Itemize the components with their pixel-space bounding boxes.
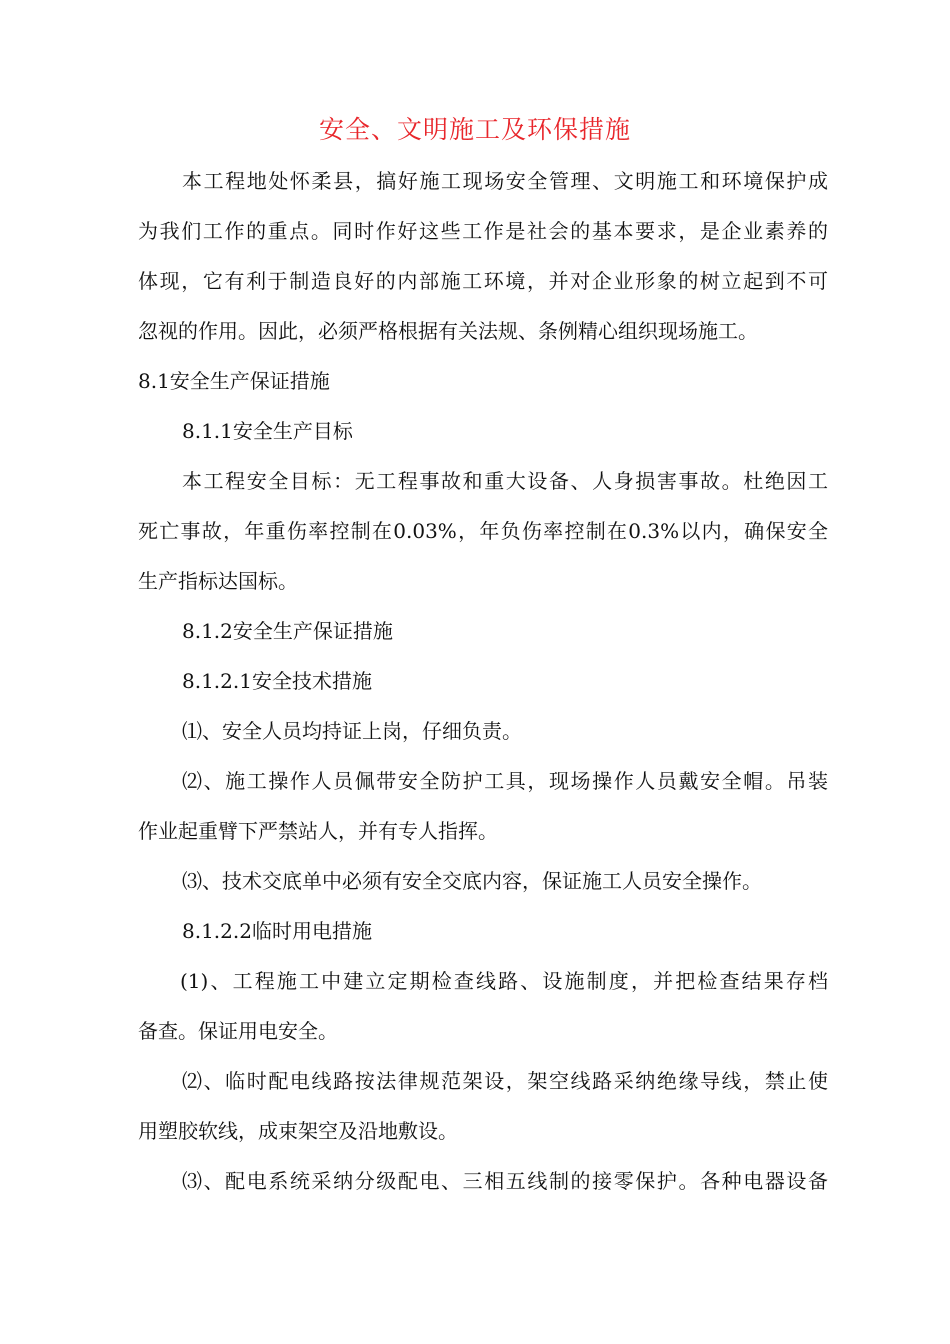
paragraph-line: 为我们工作的重点。同时作好这些工作是社会的基本要求，是企业素养的: [138, 219, 828, 243]
document-body: [138, 156, 828, 1206]
list-item-line: ⑴、安全人员均持证上岗，仔细负责。: [182, 719, 522, 743]
list-item-line: ⑶、技术交底单中必须有安全交底内容，保证施工人员安全操作。: [182, 869, 762, 893]
list-item-line: ⑵、施工操作人员佩带安全防护工具，现场操作人员戴安全帽。吊装: [182, 769, 828, 793]
paragraph-line: 本工程安全目标：无工程事故和重大设备、人身损害事故。杜绝因工: [182, 469, 828, 493]
paragraph-line: 本工程地处怀柔县，搞好施工现场安全管理、文明施工和环境保护成: [182, 169, 828, 193]
list-item-line: (1)、工程施工中建立定期检查线路、设施制度，并把检查结果存档: [180, 969, 828, 993]
paragraph-line: 死亡事故，年重伤率控制在0.03%，年负伤率控制在0.3%以内，确保安全: [138, 519, 828, 543]
section-heading: 8.1安全生产保证措施: [138, 369, 330, 393]
document-title: 安全、文明施工及环保措施: [318, 115, 631, 144]
list-item-line: 用塑胶软线，成束架空及沿地敷设。: [138, 1119, 458, 1143]
subsubsection-heading: 8.1.2.1安全技术措施: [182, 669, 372, 693]
subsection-heading: 8.1.2安全生产保证措施: [182, 619, 393, 643]
subsection-heading: 8.1.1安全生产目标: [182, 419, 353, 443]
paragraph-line: 体现，它有利于制造良好的内部施工环境，并对企业形象的树立起到不可: [138, 269, 828, 293]
list-item-line: ⑵、临时配电线路按法律规范架设，架空线路采纳绝缘导线，禁止使: [182, 1069, 828, 1093]
paragraph-line: 生产指标达国标。: [138, 569, 298, 593]
list-item-line: 作业起重臂下严禁站人，并有专人指挥。: [138, 819, 498, 843]
paragraph-line: 忽视的作用。因此，必须严格根据有关法规、条例精心组织现场施工。: [138, 319, 758, 343]
subsubsection-heading: 8.1.2.2临时用电措施: [182, 919, 372, 943]
list-item-line: ⑶、配电系统采纳分级配电、三相五线制的接零保护。各种电器设备: [182, 1169, 828, 1193]
list-item-line: 备查。保证用电安全。: [138, 1019, 338, 1043]
